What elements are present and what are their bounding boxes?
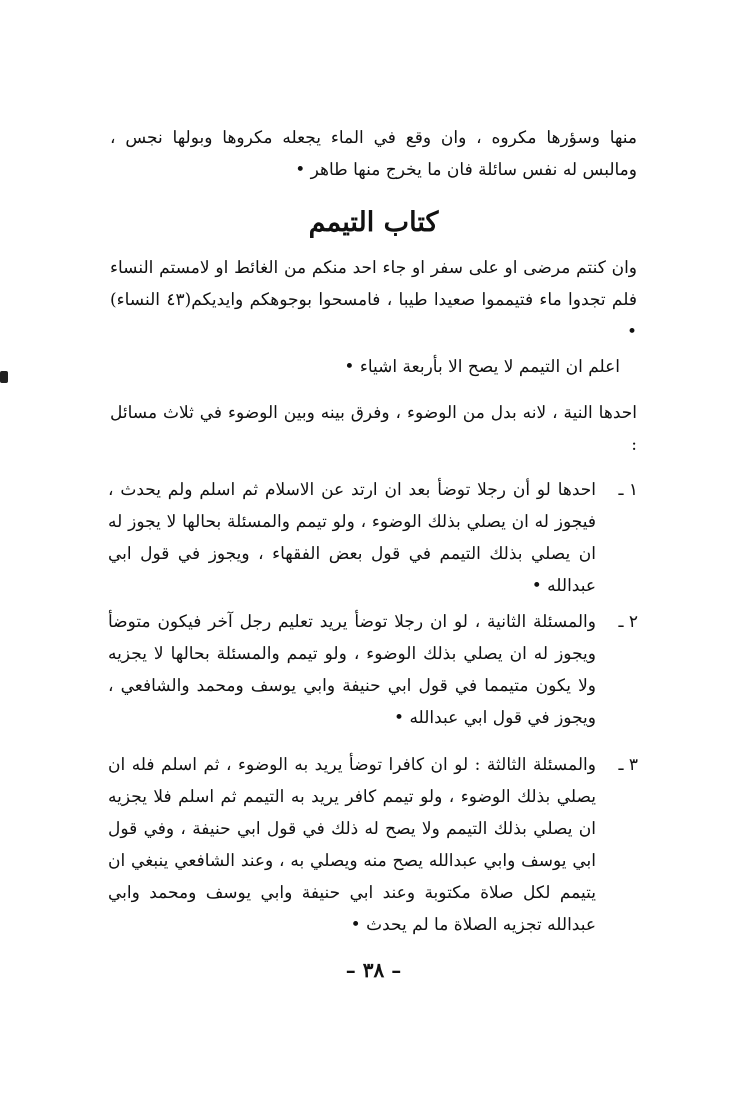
conditions-intro-line: اعلم ان التيمم لا يصح الا بأربعة اشياء • — [344, 357, 620, 377]
issue-number: ١ ـ — [618, 480, 638, 500]
issue-item-1 — [108, 474, 638, 602]
issue-number: ٣ ـ — [618, 755, 638, 775]
issue-text: احدها لو أن رجلا توضأ بعد ان ارتد عن الاسلام ثم اسلم ولم يحدث ، فيجوز له ان يصلي بذلك الوضوء ، ولو تيمم والمسئلة بحالها لا يجوز له ان يصلي بذلك التيمم في قول بعض الفقهاء ، ويجوز في قول ابي عبدالله • — [108, 480, 596, 596]
issue-text: والمسئلة الثانية ، لو ان رجلا توضأ يريد تعليم رجل آخر فيكون متوضأ ويجوز له ان يصلي بذلك الوضوء ، ولو تيمم والمسئلة بحالها لا يجزيه ولا يكون متيمما في قول ابي حنيفة وابي يوسف ومحمد والشافعي ، ويجوز في قول ابي عبدالله • — [108, 612, 596, 728]
first-condition-paragraph: احدها النية ، لانه بدل من الوضوء ، وفرق بينه وبين الوضوء في ثلاث مسائل : — [110, 403, 637, 455]
issue-number: ٢ ـ — [618, 612, 638, 632]
intro-paragraph: منها وسؤرها مكروه ، وان وقع في الماء يجعله مكروها وبولها نجس ، ومالبس له نفس سائلة فان ما يخرج منها طاهر • — [110, 128, 637, 180]
issue-item-2 — [108, 606, 638, 734]
page-edge-mark — [0, 371, 8, 383]
issue-item-3 — [108, 749, 638, 941]
chapter-title: كتاب التيمم — [308, 207, 439, 238]
issue-text: والمسئلة الثالثة : لو ان كافرا توضأ يريد به الوضوء ، ثم اسلم فله ان يصلي بذلك الوضوء ، ولو تيمم كافر يريد به التيمم ثم اسلم فلا يجزيه ان يصلي بذلك التيمم ولا يصح له ذلك في قول ابي حنيفة ، وفي قول ابي يوسف وابي عبدالله يصح منه ويصلي به ، وعند الشافعي ينبغي ان يتيمم لكل صلاة مكتوبة وعند ابي حنيفة وابي يوسف ومحمد وابي عبدالله تجزيه الصلاة ما لم يحدث • — [108, 755, 596, 935]
page-number: – ٣٨ – — [345, 958, 402, 982]
quran-verse-paragraph: وان كنتم مرضى او على سفر او جاء احد منكم من الغائط او لامستم النساء فلم تجدوا ماء فتيمموا صعيدا طيبا ، فامسحوا بوجوهكم وايديكم(٤٣ النساء) • — [110, 258, 637, 342]
